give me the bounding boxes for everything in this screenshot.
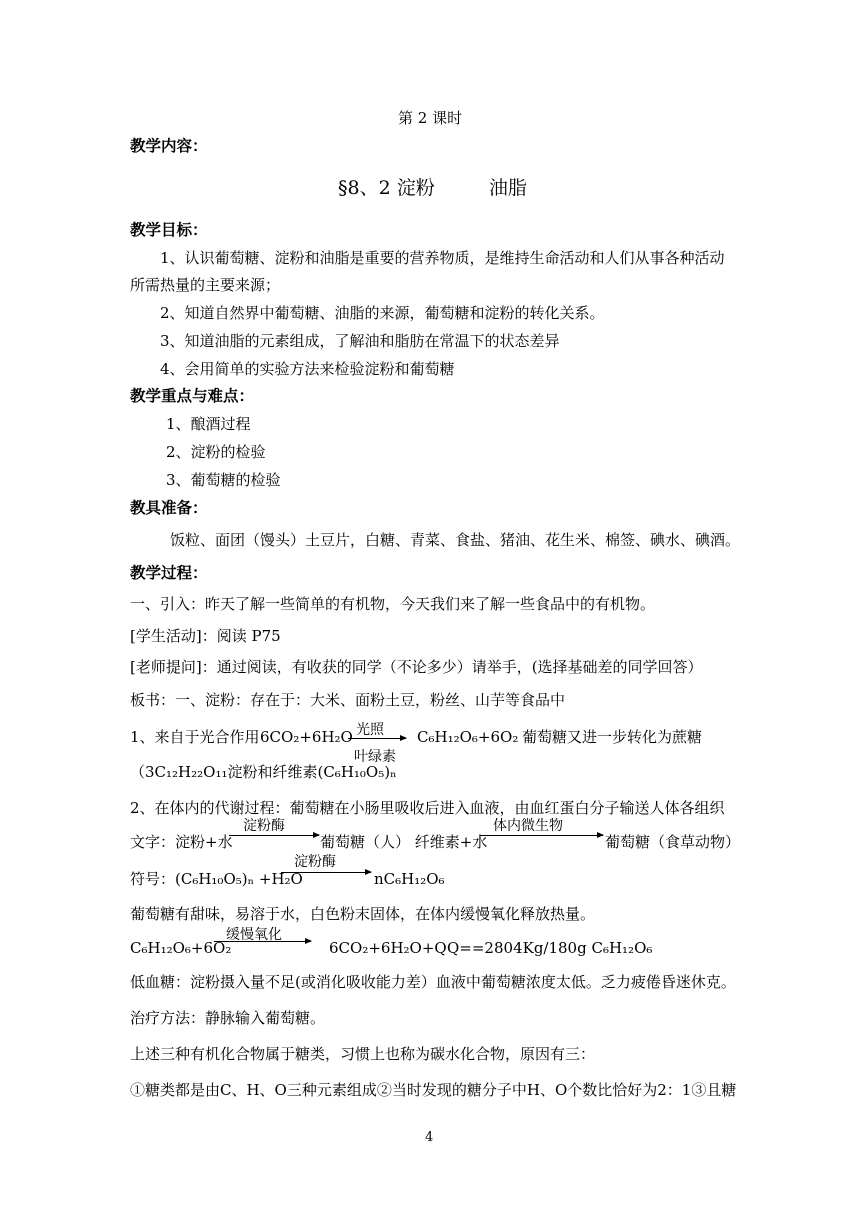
- page-title: [338, 178, 527, 198]
- student-activity: [学生活动]：阅读 P75: [130, 627, 281, 645]
- reasons-text: ①糖类都是由C、H、O三种元素组成②当时发现的糖分子中H、O个数比恰好为2：1③且糖: [130, 1081, 737, 1099]
- eq4-rhs: 6CO₂+6H₂O+Q: [329, 939, 447, 957]
- goal-1-line2: 所需热量的主要来源；: [130, 276, 281, 294]
- eq2-condition-1: 淀粉酶: [243, 818, 285, 834]
- glucose-properties: 葡萄糖有甜味，易溶于水，白色粉末固体，在体内缓慢氧化释放热量。: [130, 905, 596, 923]
- key-point-2: 2、淀粉的检验: [166, 443, 266, 461]
- heading-process: 教学过程：: [130, 564, 208, 582]
- key-point-1: 1、酿酒过程: [166, 415, 251, 433]
- eq1-rhs: C₆H₁₂O₆+6O₂: [417, 728, 519, 746]
- treatment: 治疗方法：静脉输入葡萄糖。: [130, 1009, 326, 1027]
- eq2-middle: 葡萄糖（人） 纤维素+水: [320, 833, 488, 851]
- heading-key-points: 教学重点与难点：: [130, 387, 255, 405]
- key-point-3: 3、葡萄糖的检验: [166, 471, 281, 489]
- tools-list: 饭粒、面团（馒头）土豆片，白糖、青菜、食盐、猪油、花生米、棉签、碘水、碘酒。: [170, 531, 741, 549]
- sugar-class-text: 上述三种有机化合物属于糖类，习惯上也称为碳水化合物，原因有三：: [130, 1045, 596, 1063]
- eq3-condition: 淀粉酶: [294, 854, 336, 870]
- eq1-line2: （3C₁₂H₂₂O₁₁淀粉和纤维素(C₆H₁₀O₅)ₙ: [130, 763, 397, 781]
- eq1-note: 葡萄糖又进一步转化为蔗糖: [522, 728, 703, 746]
- teacher-question: [老师提问]：通过阅读，有收获的同学（不论多少）请举手，(选择基础差的同学回答）: [130, 658, 703, 676]
- goal-1-line1: 1、认识葡萄糖、淀粉和油脂是重要的营养物质，是维持生命活动和人们从事各种活动: [160, 249, 725, 267]
- eq2-end: 葡萄糖（食草动物）: [605, 833, 741, 851]
- eq3-arrow: [281, 872, 371, 873]
- page-number: 4: [425, 1130, 434, 1145]
- heading-goals: 教学目标：: [130, 221, 208, 239]
- goal-3: 3、知道油脂的元素组成，了解油和脂肪在常温下的状态差异: [160, 332, 560, 350]
- process-intro: 一、引入：昨天了解一些简单的有机物，今天我们来了解一些食品中的有机物。: [130, 595, 656, 613]
- low-blood-sugar: 低血糖：淀粉摄入量不足(或消化吸收能力差）血液中葡萄糖浓度太低。乏力疲倦昏迷休克。: [130, 973, 736, 991]
- eq1-condition-below: 叶绿素: [354, 749, 396, 765]
- heading-tools: 教具准备：: [130, 499, 208, 517]
- goal-4: 4、会用简单的实验方法来检验淀粉和葡萄糖: [160, 360, 455, 378]
- eq4-arrow: [214, 941, 311, 942]
- eq4-lhs: C₆H₁₂O₆+6O₂: [130, 939, 232, 957]
- lesson-label: 第 2 课时: [398, 109, 463, 127]
- eq2-condition-2: 体内微生物: [493, 818, 563, 834]
- title-section: §8、2 淀粉: [338, 177, 435, 199]
- title-topic: 油脂: [488, 177, 527, 199]
- eq1-arrow: [348, 738, 406, 739]
- eq2-prefix: 文字：淀粉+水: [130, 833, 233, 851]
- metabolism-text: 2、在体内的代谢过程：葡萄糖在小肠里吸收后进入血液，由血红蛋白分子输送人体各组织: [130, 799, 725, 817]
- eq1-lhs: 6CO₂+6H₂O: [260, 728, 353, 746]
- eq3-rhs: nC₆H₁₂O₆: [374, 870, 445, 888]
- heading-content: 教学内容：: [130, 137, 208, 155]
- eq4-condition: 缓慢氧化: [226, 927, 282, 943]
- eq1-condition-above: 光照: [356, 722, 384, 738]
- eq2-arrow-2: [480, 835, 603, 836]
- eq2-arrow-1: [229, 835, 319, 836]
- eq1-prefix: 1、来自于光合作用: [130, 728, 260, 746]
- eq3-prefix: 符号：(C₆H₁₀O₅)ₙ +H₂O: [130, 870, 303, 888]
- eq4-heat: Q==2804Kg/180g C₆H₁₂O₆: [447, 939, 653, 957]
- goal-2: 2、知道自然界中葡萄糖、油脂的来源，葡萄糖和淀粉的转化关系。: [160, 304, 605, 322]
- board-starch: 板书：一、淀粉：存在于：大米、面粉土豆，粉丝、山芋等食品中: [130, 691, 566, 709]
